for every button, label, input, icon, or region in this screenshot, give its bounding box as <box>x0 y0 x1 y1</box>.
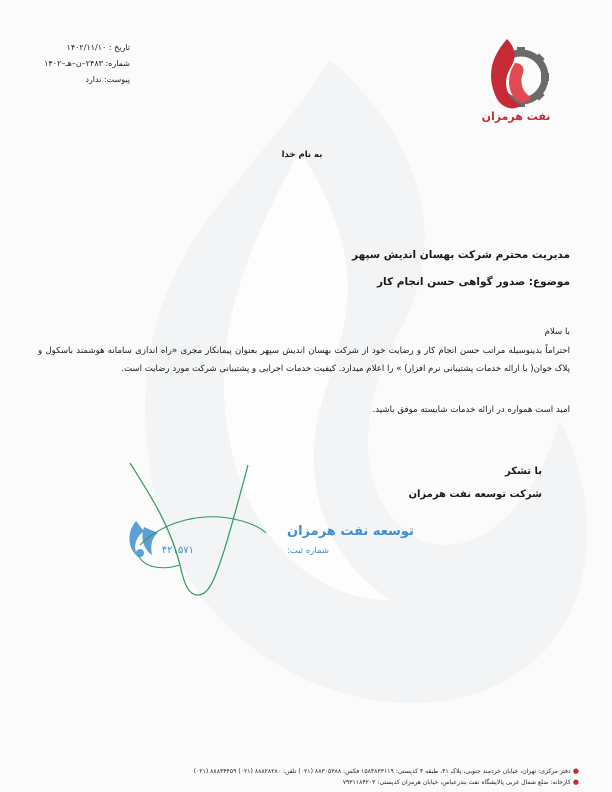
stamp-reg-number: ۴۲۱۵۷۱ <box>161 545 194 556</box>
stamp-reg-label: شماره ثبت: <box>287 546 330 556</box>
body-paragraph-closing: امید است همواره در ارائه خدمات شایسته موفق باشید. <box>372 405 570 415</box>
letter-meta <box>20 40 130 88</box>
greeting: با سلام <box>544 327 570 337</box>
letter-number: شماره: ۲۴۸۳–ن–هـ–۱۴۰۲ <box>44 59 130 68</box>
signature <box>120 455 270 605</box>
closing: با تشکر <box>505 466 542 477</box>
stamp-name: توسعه نفت هرمزان <box>287 524 414 539</box>
brand-name: نفت هرمزان <box>481 110 551 123</box>
body-paragraph: احتراماً بدینوسیله مراتب حسن انجام کار و رضایت خود از شرکت بهسان اندیش سپهر بعنوان پیمانکار مجری «راه اندازی سامانه هوشمند باسکول و پلاک خوان( با ارائه خدمات پشتیبانی نرم افزار) » را اعلام میدارد. کیفیت خدمات اجرایی و پشتیبانی شرکت مورد رضایت است. <box>38 346 570 374</box>
signing-organization: شرکت توسعه نفت هرمزان <box>408 489 542 500</box>
letter-date: تاریخ : ۱۴۰۲/۱۱/۱۰ <box>66 43 130 52</box>
footer-factory: کارخانه: ضلع شمال غربی پالایشگاه نفت بندرعباس، خیابان هرمزان کدپستی: ۷۹۳۱۱۸۴۲۰۳ <box>342 779 571 786</box>
subject: موضوع: صدور گواهی حسن انجام کار <box>377 276 570 288</box>
letter-attachment: پیوست: ندارد <box>85 75 130 84</box>
recipient: مدیریت محترم شرکت بهسان اندیش سپهر <box>352 249 570 261</box>
footer-head-office: دفتر مرکزی: تهران، خیابان خردمند جنوبی، پلاک ۴۱، طبقه ۴ کدپستی: ۱۵۸۴۸۳۳۱۱۹ فکس: ۸۸۳۰۵۳۸۸ (۰۲۱) تلفن: ۸۸۸۲۸۲۸۰ (۰۲۱) ۸۸۸۴۴۴۵۹ (۰۲۱) <box>193 768 571 775</box>
bismillah: به نام خدا <box>281 150 323 160</box>
flame-gear-logo-icon <box>481 33 553 113</box>
footer-address: ● دفتر مرکزی: تهران، خیابان خردمند جنوبی، پلاک ۴۱، طبقه ۴ کدپستی: ۱۵۸۴۸۳۳۱۱۹ فکس: ۸۸۳۰۵۳۸۸ (۰۲۱) تلفن: ۸۸۸۲۸۲۸۰ (۰۲۱) ۸۸۸۴۴۴۵۹ (۰۲۱) ● کارخانه: ضلع شمال غربی پالایشگاه نفت بندرعباس، خیابان هرمزان کدپستی: ۷۹۳۱۱۸۴۲۰۳ <box>193 767 579 786</box>
